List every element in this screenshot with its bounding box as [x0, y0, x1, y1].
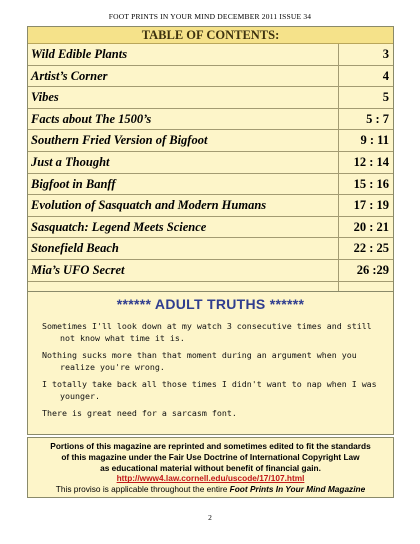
toc-row[interactable]: [28, 66, 393, 88]
toc-row[interactable]: [28, 260, 393, 282]
toc-row[interactable]: [28, 130, 393, 152]
toc-row[interactable]: [28, 87, 393, 109]
truth-item: I totally take back all those times I didn't want to nap when I was younger.: [42, 379, 377, 401]
toc-row[interactable]: [28, 195, 393, 217]
magazine-name: Foot Prints In Your Mind Magazine: [229, 484, 366, 495]
toc-entry-page: 3: [382, 47, 389, 61]
table-of-contents: [27, 26, 394, 303]
truth-item: Sometimes I'll look down at my watch 3 consecutive times and still not know what time it is.: [42, 321, 372, 343]
toc-entry-page: 15 : 16: [353, 176, 389, 191]
toc-entry-title: Wild Edible Plants: [28, 44, 339, 65]
toc-entry-title: Artist’s Corner: [28, 66, 339, 87]
truth-item: There is great need for a sarcasm font.: [42, 408, 237, 418]
toc-entry-title: Southern Fried Version of Bigfoot: [28, 130, 339, 151]
truth-item: Nothing sucks more than that moment during an argument when you realize you're wrong.: [42, 350, 357, 372]
toc-row[interactable]: [28, 44, 393, 66]
toc-row[interactable]: [28, 174, 393, 196]
toc-entry-page: 20 : 21: [353, 219, 389, 234]
toc-entry-title: Bigfoot in Banff: [28, 174, 339, 195]
toc-entry-page: 5 : 7: [366, 111, 389, 126]
toc-entry-page: 9 : 11: [360, 133, 389, 148]
toc-entry-page: 17 : 19: [353, 198, 389, 213]
toc-entry-title: Sasquatch: Legend Meets Science: [28, 217, 339, 238]
toc-row[interactable]: [28, 217, 393, 239]
adult-truths-box: [27, 291, 394, 435]
fair-use-notice: [27, 437, 394, 498]
toc-entry-title: Vibes: [28, 87, 339, 108]
toc-row[interactable]: [28, 238, 393, 260]
toc-entry-title: Evolution of Sasquatch and Modern Humans: [28, 195, 339, 216]
toc-entry-page: 26 :29: [356, 262, 389, 277]
toc-entry-title: Facts about The 1500’s: [28, 109, 339, 130]
toc-list: [28, 44, 393, 282]
notice-line: Portions of this magazine are reprinted and sometimes edited to fit the standards: [50, 441, 371, 451]
adult-truths-list: [28, 320, 393, 419]
notice-line: as educational material without benefit of financial gain.: [100, 462, 321, 473]
toc-entry-page: 5: [382, 90, 389, 105]
notice-proviso: [28, 484, 393, 495]
toc-entry-title: Mia’s UFO Secret: [28, 260, 339, 281]
proviso-text: This proviso is applicable throughout the entire: [55, 484, 230, 495]
running-head: FOOT PRINTS IN YOUR MIND DECEMBER 2011 ISSUE 34: [108, 12, 312, 21]
toc-entry-title: Just a Thought: [28, 152, 339, 173]
notice-line: of this magazine under the Fair Use Doctrine of International Copyright Law: [61, 451, 360, 462]
toc-row[interactable]: [28, 109, 393, 131]
toc-entry-page: 22 : 25: [353, 241, 389, 256]
page-number: 2: [208, 513, 212, 522]
toc-row[interactable]: [28, 152, 393, 174]
toc-entry-page: 12 : 14: [353, 154, 389, 169]
toc-entry-title: Stonefield Beach: [28, 238, 339, 259]
adult-truths-title: ****** ADULT TRUTHS ******: [116, 296, 305, 312]
toc-heading: TABLE OF CONTENTS:: [28, 27, 393, 44]
copyright-law-link[interactable]: http://www4.law.cornell.edu/uscode/17/107.html: [116, 473, 305, 484]
toc-entry-page: 4: [382, 68, 389, 83]
